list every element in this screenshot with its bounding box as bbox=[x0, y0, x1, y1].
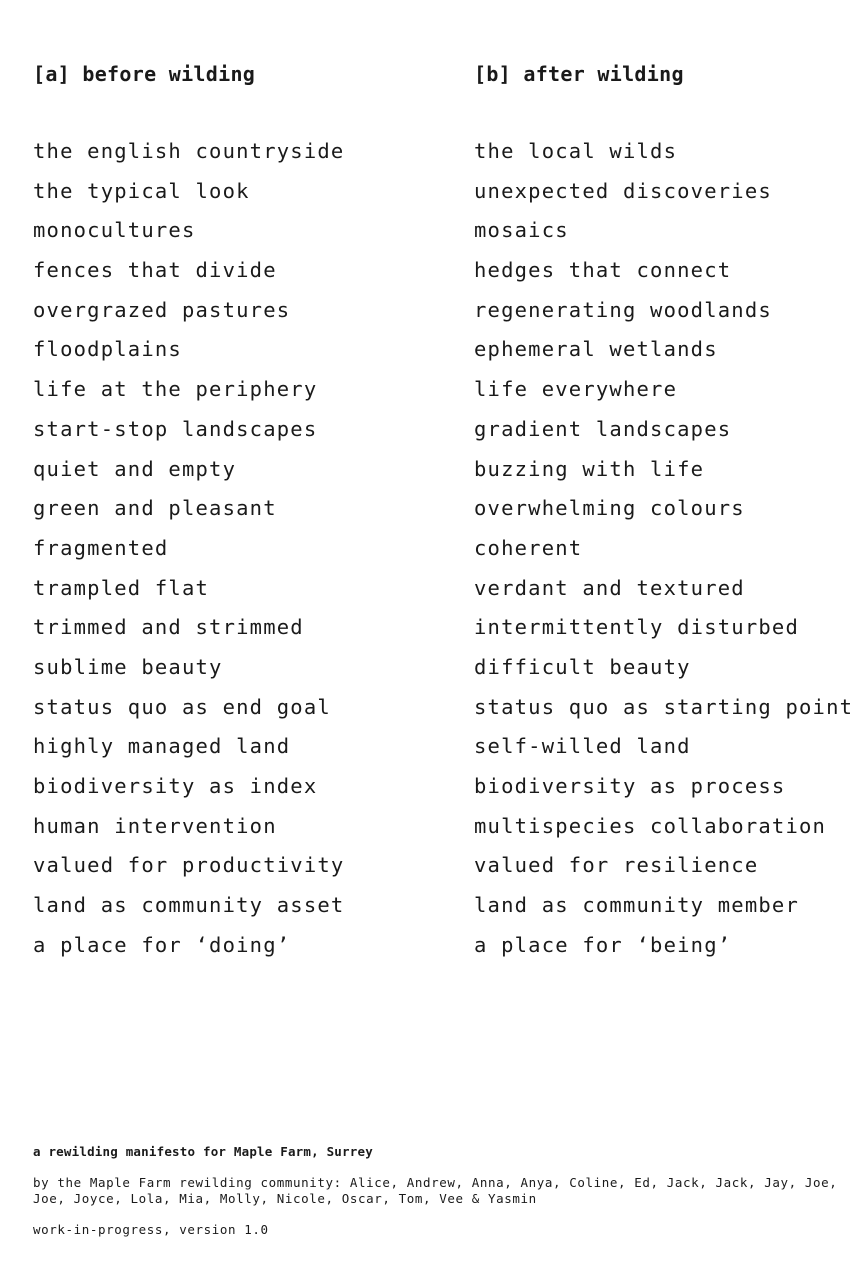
after-item: land as community member bbox=[474, 893, 800, 918]
before-item: sublime beauty bbox=[33, 654, 223, 679]
after-item: the local wilds bbox=[474, 139, 678, 163]
manifesto-title: a rewilding manifesto for Maple Farm, Surrey bbox=[33, 1144, 373, 1159]
before-item: floodplains bbox=[33, 337, 182, 362]
after-wilding-heading: [b] after wilding bbox=[474, 62, 684, 86]
before-item: biodiversity as index bbox=[33, 774, 318, 798]
before-item: quiet and empty bbox=[33, 456, 237, 481]
before-item: the english countryside bbox=[33, 139, 345, 163]
after-item: multispecies collaboration bbox=[474, 813, 827, 838]
before-item: valued for productivity bbox=[33, 853, 345, 878]
after-item: mosaics bbox=[474, 218, 569, 243]
before-item: the typical look bbox=[33, 178, 250, 203]
after-wilding-list bbox=[474, 132, 853, 965]
after-item: valued for resilience bbox=[474, 853, 759, 878]
after-item: verdant and textured bbox=[474, 575, 745, 600]
after-item: regenerating woodlands bbox=[474, 297, 772, 322]
after-item: coherent bbox=[474, 535, 583, 560]
before-wilding-heading: [a] before wilding bbox=[33, 62, 256, 86]
before-item: start-stop landscapes bbox=[33, 416, 318, 441]
before-wilding-list bbox=[33, 132, 344, 965]
before-item: trimmed and strimmed bbox=[33, 615, 304, 640]
before-item: monocultures bbox=[33, 218, 196, 243]
before-item: trampled flat bbox=[33, 575, 210, 600]
before-item: a place for ‘doing’ bbox=[33, 932, 291, 957]
before-item: life at the periphery bbox=[33, 377, 318, 402]
after-item: ephemeral wetlands bbox=[474, 337, 718, 362]
after-item: difficult beauty bbox=[474, 654, 691, 679]
before-item: human intervention bbox=[33, 813, 277, 838]
before-item: land as community asset bbox=[33, 893, 345, 918]
before-item: overgrazed pastures bbox=[33, 297, 291, 322]
after-item: buzzing with life bbox=[474, 456, 705, 481]
after-item: intermittently disturbed bbox=[474, 615, 800, 640]
after-item: life everywhere bbox=[474, 377, 678, 402]
after-item: unexpected discoveries bbox=[474, 178, 772, 203]
before-wilding-column bbox=[33, 58, 344, 965]
after-item: self-willed land bbox=[474, 734, 691, 759]
version-note: work-in-progress, version 1.0 bbox=[33, 1222, 269, 1237]
after-item: biodiversity as process bbox=[474, 774, 786, 798]
before-item: status quo as end goal bbox=[33, 694, 331, 719]
before-item: fences that divide bbox=[33, 258, 277, 283]
before-item: fragmented bbox=[33, 535, 169, 560]
after-item: a place for ‘being’ bbox=[474, 932, 732, 957]
after-item: overwhelming colours bbox=[474, 496, 745, 521]
after-wilding-column bbox=[474, 58, 853, 965]
before-item: green and pleasant bbox=[33, 496, 277, 521]
after-item: status quo as starting point bbox=[474, 694, 854, 719]
after-item: gradient landscapes bbox=[474, 416, 732, 441]
community-credits: by the Maple Farm rewilding community: Alice, Andrew, Anna, Anya, Coline, Ed, Jack, Jack, Jay, Joe, Joe, Joyce, Lola, Mia, Molly, Nicole, Oscar, Tom, Vee & Yasmin bbox=[33, 1175, 838, 1206]
before-item: highly managed land bbox=[33, 734, 291, 759]
after-item: hedges that connect bbox=[474, 258, 732, 283]
manifesto-footer bbox=[33, 1144, 853, 1238]
